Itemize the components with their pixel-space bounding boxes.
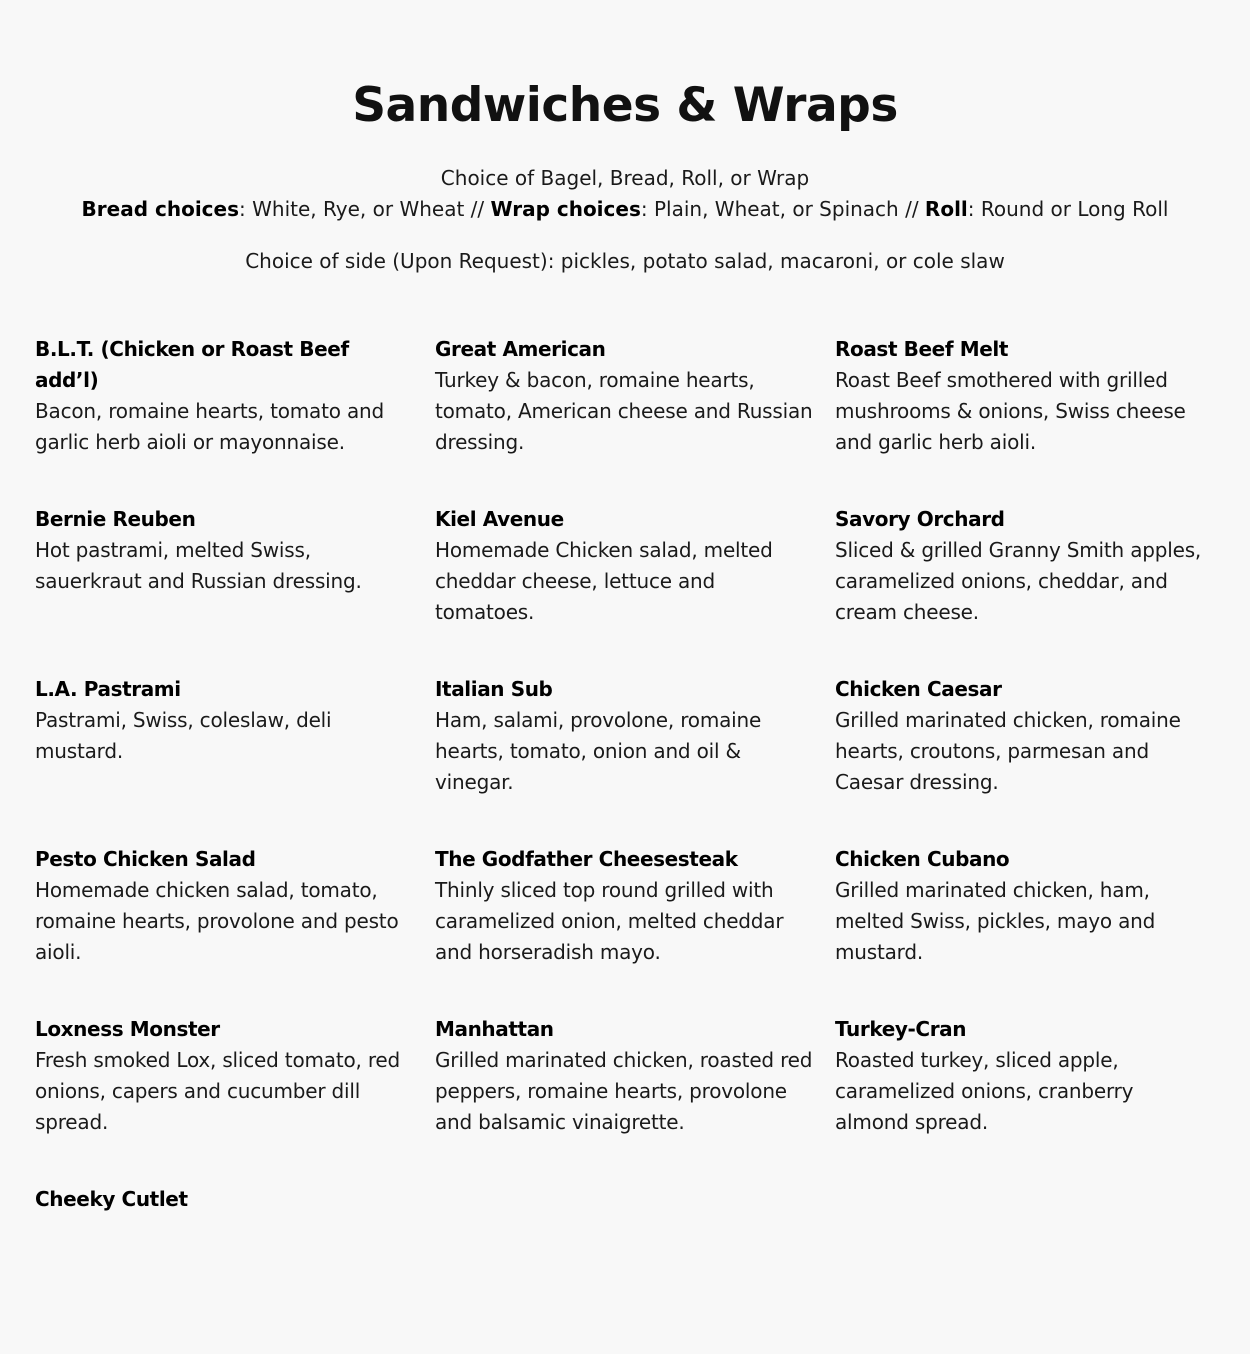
menu-item-description: Fresh smoked Lox, sliced tomato, red onions, capers and cucumber dill spread. (35, 1048, 400, 1134)
menu-item-description: Roasted turkey, sliced apple, caramelized onions, cranberry almond spread. (835, 1048, 1134, 1134)
bread-choices-label: Bread choices (81, 197, 240, 221)
roll-choices-text: : Round or Long Roll (967, 197, 1169, 221)
menu-item-name: L.A. Pastrami (35, 677, 181, 701)
menu-item (835, 1014, 1225, 1184)
menu-item (35, 334, 435, 504)
bread-choice-line (0, 163, 1250, 194)
menu-item (35, 674, 435, 844)
menu-item-description: Pastrami, Swiss, coleslaw, deli mustard. (35, 708, 332, 763)
menu-item-description: Ham, salami, provolone, romaine hearts, tomato, onion and oil & vinegar. (435, 708, 762, 794)
menu-item-description: Hot pastrami, melted Swiss, sauerkraut and Russian dressing. (35, 538, 362, 593)
menu-item (835, 334, 1225, 504)
side-choice-text: Choice of side (Upon Request): pickles, potato salad, macaroni, or cole slaw (245, 249, 1005, 273)
menu-item-description: Grilled marinated chicken, ham, melted Swiss, pickles, mayo and mustard. (835, 878, 1156, 964)
menu-item-name: B.L.T. (Chicken or Roast Beef add’l) (35, 337, 349, 392)
menu-item-name: Bernie Reuben (35, 507, 196, 531)
menu-item-name: Roast Beef Melt (835, 337, 1008, 361)
menu-item-name: Chicken Cubano (835, 847, 1010, 871)
side-choice-line (0, 246, 1250, 277)
menu-item (835, 674, 1225, 844)
menu-item-name: Pesto Chicken Salad (35, 847, 256, 871)
bread-choice-text: Choice of Bagel, Bread, Roll, or Wrap (440, 166, 810, 190)
menu-item (435, 1014, 835, 1184)
menu-item-description: Homemade chicken salad, tomato, romaine hearts, provolone and pesto aioli. (35, 878, 399, 964)
menu-item (35, 504, 435, 674)
menu-item-description: Turkey & bacon, romaine hearts, tomato, American cheese and Russian dressing. (435, 368, 813, 454)
menu-item (35, 1184, 435, 1354)
menu-item (435, 674, 835, 844)
menu-item (435, 844, 835, 1014)
menu-item-description: Bacon, romaine hearts, tomato and garlic herb aioli or mayonnaise. (35, 399, 384, 454)
menu-item-description: Thinly sliced top round grilled with caramelized onion, melted cheddar and horseradish mayo. (435, 878, 784, 964)
menu-item-name: Great American (435, 337, 606, 361)
bread-options-line (0, 194, 1250, 225)
bread-choices-text: : White, Rye, or Wheat // (239, 197, 491, 221)
menu-item-name: Kiel Avenue (435, 507, 564, 531)
menu-item-name: Chicken Caesar (835, 677, 1002, 701)
menu-item-name: Turkey-Cran (835, 1017, 967, 1041)
menu-item-description: Sliced & grilled Granny Smith apples, caramelized onions, cheddar, and cream cheese. (835, 538, 1202, 624)
menu-item-name: Cheeky Cutlet (35, 1187, 188, 1211)
menu-item (435, 504, 835, 674)
menu-item (35, 844, 435, 1014)
menu-item-name: Savory Orchard (835, 507, 1005, 531)
menu-item-description: Homemade Chicken salad, melted cheddar cheese, lettuce and tomatoes. (435, 538, 773, 624)
menu-item-description: Roast Beef smothered with grilled mushrooms & onions, Swiss cheese and garlic herb aioli. (835, 368, 1186, 454)
menu-item-name: Loxness Monster (35, 1017, 220, 1041)
menu-item (835, 844, 1225, 1014)
menu-item-name: Italian Sub (435, 677, 553, 701)
roll-choices-label: Roll (924, 197, 968, 221)
wrap-choices-label: Wrap choices (490, 197, 641, 221)
menu-item-description: Grilled marinated chicken, roasted red peppers, romaine hearts, provolone and balsamic vinaigrette. (435, 1048, 813, 1134)
menu-item (35, 1014, 435, 1184)
menu-item-name: Manhattan (435, 1017, 554, 1041)
menu-item-name: The Godfather Cheesesteak (435, 847, 738, 871)
menu-grid (35, 334, 1225, 1354)
page-title: Sandwiches & Wraps (352, 78, 898, 133)
menu-item (835, 504, 1225, 674)
menu-item (435, 334, 835, 504)
menu-item-description: Grilled marinated chicken, romaine hearts, croutons, parmesan and Caesar dressing. (835, 708, 1181, 794)
wrap-choices-text: : Plain, Wheat, or Spinach // (640, 197, 925, 221)
